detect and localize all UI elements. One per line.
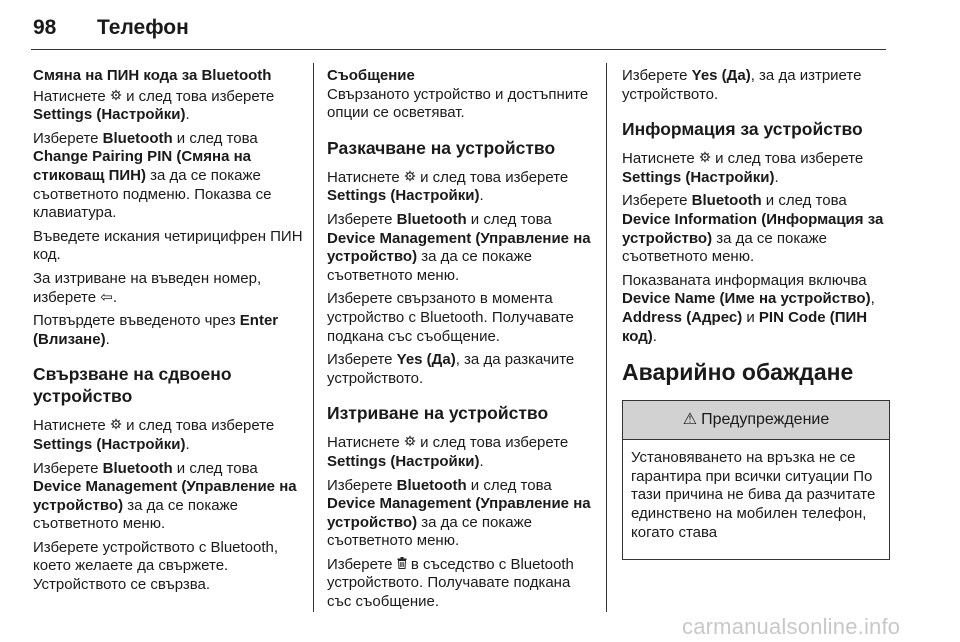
page-number: 98 [33, 16, 57, 39]
paragraph: Свързаното устройство и достъпните опции се осветяват. [327, 85, 589, 122]
warning-text: Установяването на връзка не се гарантира при всички ситуации По тази причина не бива да разчитате единствено на мобилен телефон, когато става [631, 449, 876, 541]
paragraph: Изберете свързаното в момента устройство с Bluetooth. Получавате подкана със съобщение. [327, 290, 574, 345]
column-divider [606, 63, 607, 612]
column-divider [313, 63, 314, 612]
paragraph: Потвърдете въведеното чрез Enter (Влизане). [33, 312, 279, 348]
header-rule [31, 49, 886, 50]
paragraph: Натиснете и след това изберете Settings (Настройки). [622, 150, 864, 186]
paragraph: Натиснете и след това изберете Settings (Настройки). [33, 417, 275, 453]
paragraph: За изтриване на въведен номер, изберете ⇦. [33, 269, 262, 306]
settings-gear-icon [110, 88, 122, 107]
heading-emergency-call: Аварийно обаждане [622, 359, 854, 386]
paragraph: Изберете в съседство с Bluetooth устройството. Получавате подкана със съобщение. [327, 555, 574, 611]
heading-device-info: Информация за устройство [622, 119, 863, 140]
warning-triangle-icon: ⚠ [682, 410, 698, 428]
heading-message: Съобщение [327, 67, 415, 84]
warning-box [622, 400, 890, 560]
page-title: Телефон [97, 16, 189, 39]
settings-gear-icon [110, 417, 122, 436]
warning-header [623, 401, 889, 440]
paragraph: Натиснете и след това изберете Settings (Настройки). [327, 434, 569, 470]
paragraph: Натиснете и след това изберете Settings (Настройки). [327, 168, 569, 205]
warning-title: Предупреждение [701, 410, 830, 428]
paragraph: Изберете устройството с Bluetooth, което желаете да свържете. Устройството се свързва. [33, 538, 279, 594]
trash-icon [397, 556, 407, 575]
paragraph: Показваната информация включва Device Name (Име на устройство), Address (Адрес) и PIN Code (ПИН код). [622, 271, 875, 345]
paragraph: Изберете Bluetooth и след това Device Management (Управление на устройство) за да се покаже съответното меню. [327, 476, 591, 550]
paragraph: Натиснете и след това изберете Settings (Настройки). [33, 87, 275, 124]
paragraph: Изберете Bluetooth и след това Device Management (Управление на устройство) за да се покаже съответното меню. [33, 459, 297, 533]
settings-gear-icon [404, 434, 416, 453]
heading-disconnect-device: Разкачване на устройство [327, 137, 556, 158]
settings-gear-icon [699, 150, 711, 169]
heading-connect-device: Свързване на сдвоено устройство [33, 364, 232, 407]
heading-delete-device: Изтриване на устройство [327, 403, 549, 424]
page-header [31, 4, 891, 48]
heading-change-pin: Смяна на ПИН кода за Bluetooth [33, 67, 272, 84]
column-1 [33, 67, 303, 600]
column-2 [327, 67, 597, 617]
paragraph: Изберете Yes (Да), за да разкачите устройството. [327, 351, 575, 387]
watermark: carmanualsonline.info [682, 614, 901, 639]
settings-gear-icon [404, 169, 416, 188]
paragraph: Изберете Bluetooth и след това Device Management (Управление на устройство) за да се покаже съответното меню. [327, 210, 591, 284]
paragraph: Изберете Yes (Да), за да изтриете устройството. [622, 67, 862, 103]
paragraph: Изберете Bluetooth и след това Device Information (Информация за устройство) за да се покаже съответното меню. [622, 192, 884, 266]
backspace-arrow-icon: ⇦ [100, 288, 113, 306]
column-3 [622, 67, 890, 560]
paragraph: Въведете искания четирицифрен ПИН код. [33, 227, 303, 264]
paragraph: Изберете Bluetooth и след това Change Pairing PIN (Смяна на стиковащ ПИН) за да се покаже съответното подменю. Показва се клавиатура. [33, 129, 272, 222]
